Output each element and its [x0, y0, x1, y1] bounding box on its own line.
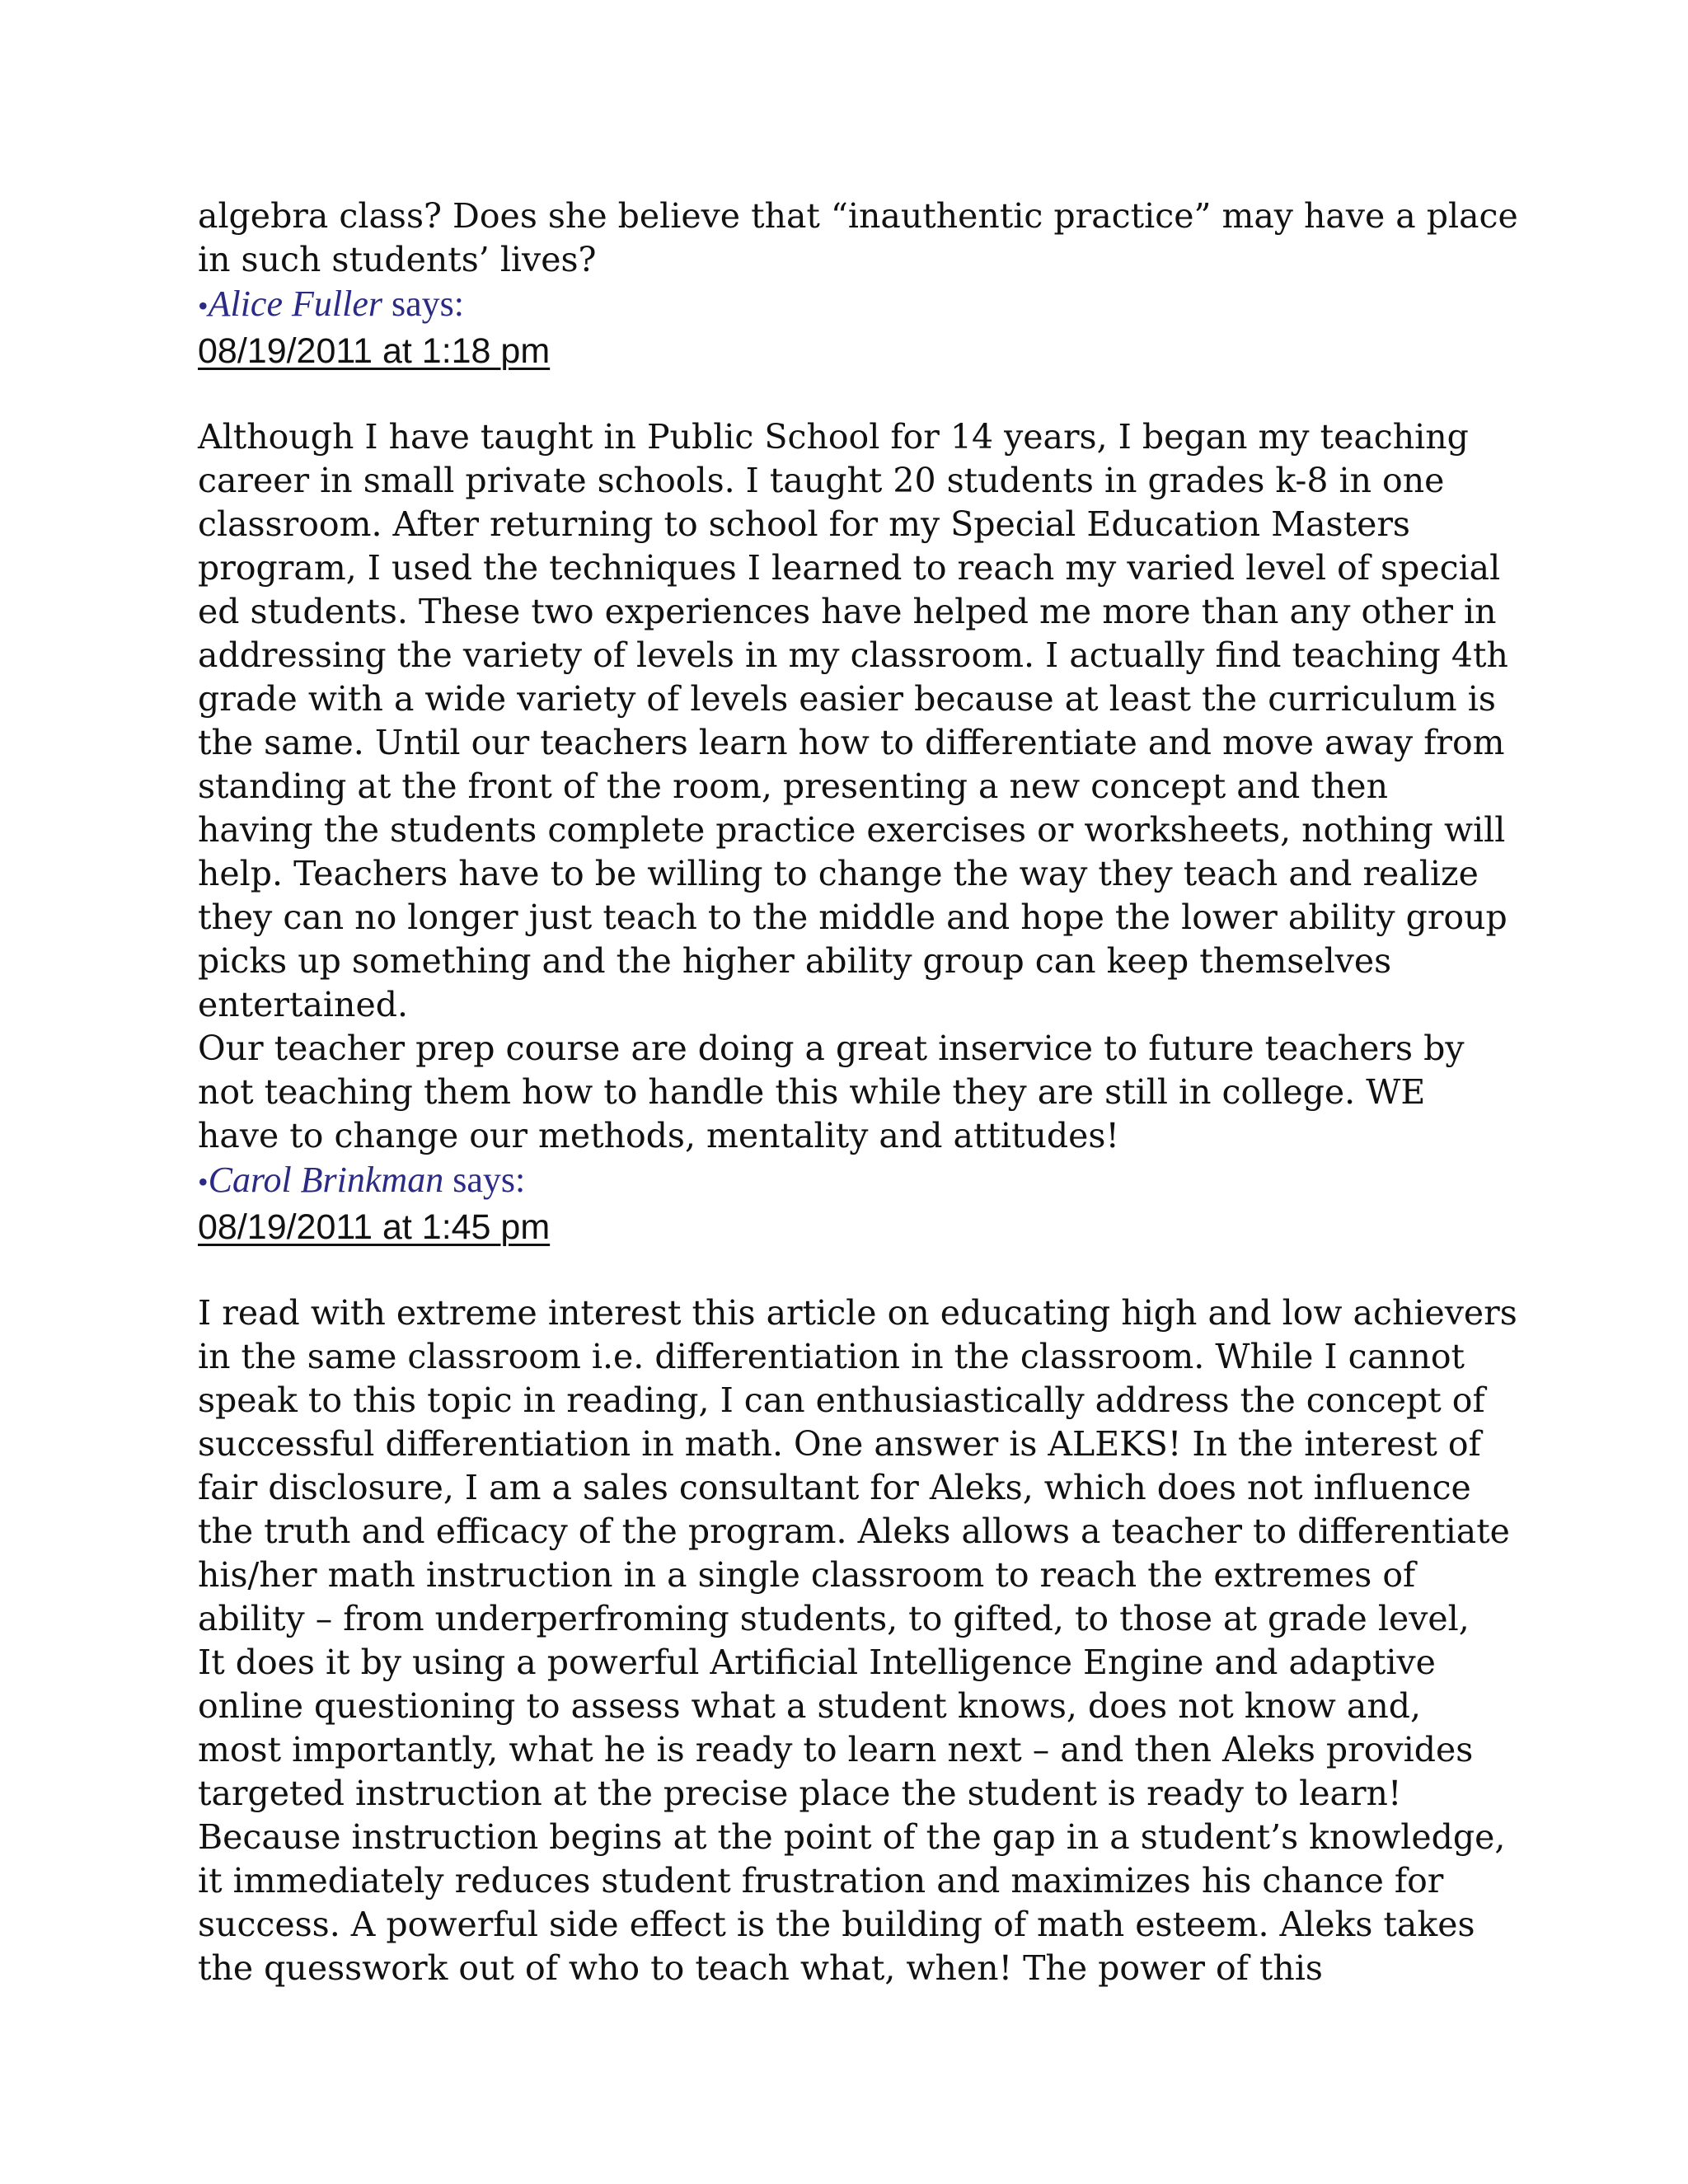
text-line: standing at the front of the room, presenting a new concept and then	[198, 766, 1388, 806]
text-line: have to change our methods, mentality and attitudes!	[198, 1116, 1119, 1155]
text-line: career in small private schools. I taught 20 students in grades k-8 in one	[198, 461, 1445, 500]
text-line: not teaching them how to handle this while they are still in college. WE	[198, 1072, 1426, 1112]
comment-author[interactable]: Alice Fuller	[208, 284, 382, 324]
text-line: ed students. These two experiences have helped me more than any other in	[198, 592, 1497, 631]
text-line: the truth and efficacy of the program. Aleks allows a teacher to differentiate	[198, 1511, 1510, 1551]
text-line: algebra class? Does she believe that “inauthentic practice” may have a place	[198, 196, 1518, 236]
text-line: It does it by using a powerful Artificial Intelligence Engine and adaptive	[198, 1643, 1436, 1682]
bullet-icon: •	[198, 1165, 209, 1198]
comment-carol-brinkman	[198, 1158, 1517, 1990]
text-line: entertained.	[198, 985, 408, 1024]
text-line: his/her math instruction in a single classroom to reach the extremes of	[198, 1555, 1416, 1595]
text-line: fair disclosure, I am a sales consultant for Aleks, which does not influence	[198, 1468, 1471, 1507]
text-line: success. A powerful side effect is the building of math esteem. Aleks takes	[198, 1905, 1475, 1944]
text-line: Our teacher prep course are doing a great inservice to future teachers by	[198, 1029, 1465, 1068]
bullet-icon: •	[198, 289, 209, 322]
comment-header	[198, 282, 1500, 328]
text-line: targeted instruction at the precise place the student is ready to learn!	[198, 1774, 1402, 1813]
document-page	[198, 194, 1518, 1990]
timestamp-wrapper	[198, 328, 1500, 394]
text-line: successful differentiation in math. One answer is ALEKS! In the interest of	[198, 1424, 1481, 1464]
text-line: they can no longer just teach to the middle and hope the lower ability group	[198, 898, 1507, 937]
says-label: says:	[443, 1160, 526, 1200]
comment-alice-fuller	[198, 282, 1508, 1158]
text-line: most importantly, what he is ready to learn next – and then Aleks provides	[198, 1730, 1474, 1769]
text-line: program, I used the techniques I learned to reach my varied level of special	[198, 548, 1501, 588]
text-line: Because instruction begins at the point of the gap in a student’s knowledge,	[198, 1817, 1506, 1857]
text-line: having the students complete practice exercises or worksheets, nothing will	[198, 810, 1506, 850]
text-line: I read with extreme interest this article on educating high and low achievers	[198, 1293, 1517, 1333]
text-line: in such students’ lives?	[198, 240, 597, 279]
text-line: addressing the variety of levels in my classroom. I actually find teaching 4th	[198, 635, 1508, 675]
comment-timestamp-link[interactable]: 08/19/2011 at 1:45 pm	[198, 1207, 551, 1247]
comment-header	[198, 1158, 1500, 1204]
text-line: ability – from underperfroming students, to gifted, to those at grade level,	[198, 1599, 1470, 1638]
text-line: Although I have taught in Public School for 14 years, I began my teaching	[198, 417, 1469, 457]
says-label: says:	[382, 284, 464, 324]
comment-body-paragraph	[198, 1291, 1517, 1990]
text-line: in the same classroom i.e. differentiation in the classroom. While I cannot	[198, 1337, 1465, 1376]
text-line: help. Teachers have to be willing to change the way they teach and realize	[198, 854, 1479, 893]
text-line: speak to this topic in reading, I can enthusiastically address the concept of	[198, 1380, 1485, 1420]
comment-timestamp-link[interactable]: 08/19/2011 at 1:18 pm	[198, 331, 551, 371]
comment-body-paragraph	[198, 1027, 1500, 1158]
text-line: the same. Until our teachers learn how to differentiate and move away from	[198, 723, 1505, 762]
intro-paragraph	[198, 194, 1518, 282]
text-line: it immediately reduces student frustration and maximizes his chance for	[198, 1861, 1444, 1900]
comment-body-paragraph	[198, 415, 1508, 1027]
text-line: online questioning to assess what a student knows, does not know and,	[198, 1686, 1422, 1726]
timestamp-wrapper	[198, 1204, 1500, 1270]
text-line: picks up something and the higher ability group can keep themselves	[198, 941, 1392, 981]
text-line: grade with a wide variety of levels easier because at least the curriculum is	[198, 679, 1496, 719]
text-line: the quesswork out of who to teach what, when! The power of this	[198, 1948, 1323, 1988]
comment-author[interactable]: Carol Brinkman	[208, 1160, 444, 1200]
text-line: classroom. After returning to school for my Special Education Masters	[198, 504, 1410, 544]
